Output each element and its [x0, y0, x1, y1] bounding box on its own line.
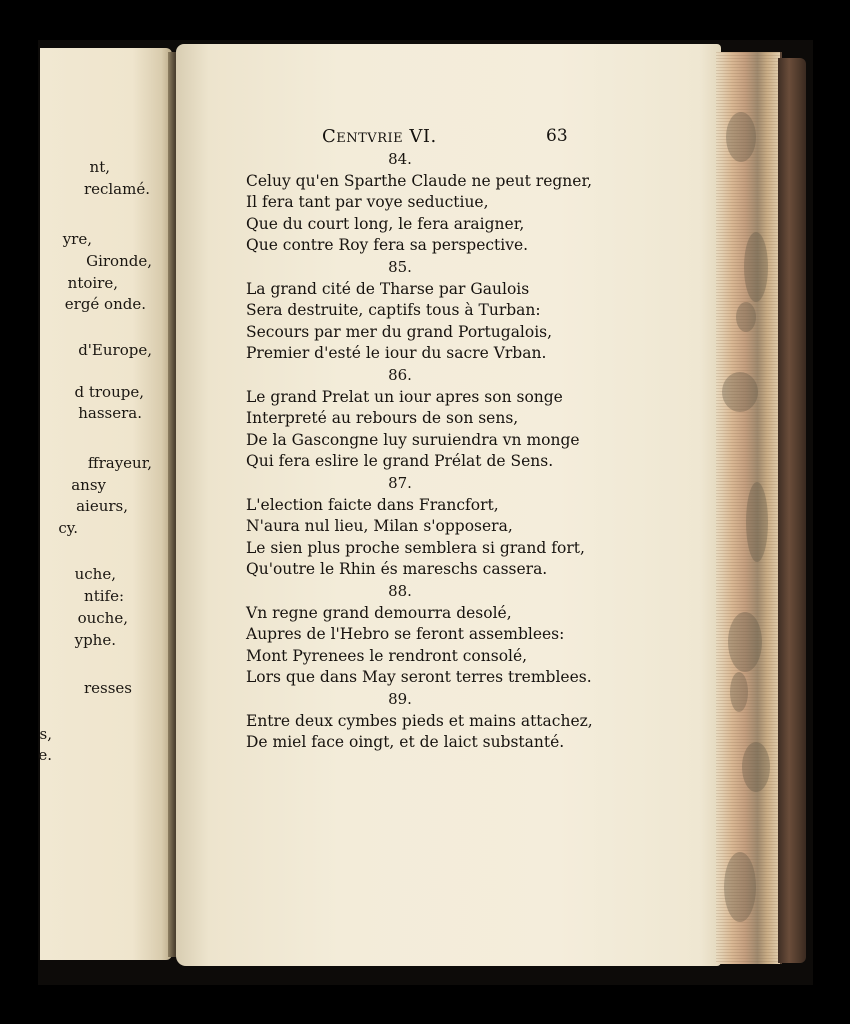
stanza-number: 87. — [388, 474, 412, 492]
verse-line: Lors que dans May seront terres tremblees. — [246, 668, 592, 687]
stanza-number: 84. — [388, 150, 412, 168]
verse-line: Sera destruite, captifs tous à Turban: — [246, 301, 541, 320]
left-page — [40, 48, 172, 960]
left-page-line: reclamé. — [83, 180, 150, 198]
verse-line: Que du court long, le fera araigner, — [246, 214, 525, 233]
left-page-line: ffrayeur, — [87, 454, 152, 472]
stanza-number: 85. — [388, 258, 412, 276]
marbled-fore-edge — [716, 52, 782, 964]
verse-line: Qui fera eslire le grand Prélat de Sens. — [246, 452, 554, 471]
left-page-line: Gironde, — [86, 252, 152, 270]
verse-line: Aupres de l'Hebro se feront assemblees: — [246, 625, 565, 644]
verse-line: Interpreté au rebours de son sens, — [246, 409, 519, 428]
stanza-number: 89. — [388, 690, 412, 708]
verse-line: Le grand Prelat un iour apres son songe — [246, 387, 563, 406]
stanza-number: 86. — [388, 366, 412, 384]
marble-pattern — [736, 302, 756, 332]
stanza-number: 88. — [388, 582, 412, 600]
left-page-line: e. — [38, 746, 52, 764]
marble-pattern — [722, 372, 758, 412]
left-page-line: aieurs, — [76, 497, 128, 515]
left-page-line: ansy — [71, 476, 106, 494]
left-page-text — [40, 48, 172, 960]
left-page-line: nt, — [89, 158, 110, 176]
verse-line: Mont Pyrenees le rendront consolé, — [246, 646, 528, 665]
running-head-title: Centvrie VI. — [322, 126, 437, 147]
marble-pattern — [746, 482, 768, 562]
left-page-line: hassera. — [78, 404, 142, 422]
left-page-line: yphe. — [74, 631, 116, 649]
left-page-line: ergé onde. — [64, 295, 146, 313]
left-page-line: d troupe, — [74, 383, 144, 401]
left-page-line: d'Europe, — [78, 341, 152, 359]
left-page-line: resses — [83, 679, 132, 697]
verse-line: Secours par mer du grand Portugalois, — [246, 322, 553, 341]
verse-line: De miel face oingt, et de laict substanté. — [246, 733, 565, 752]
verse-line: Le sien plus proche semblera si grand fort, — [246, 538, 585, 557]
marble-pattern — [744, 232, 768, 302]
marble-pattern — [728, 612, 762, 672]
verse-line: Celuy qu'en Sparthe Claude ne peut regner, — [246, 171, 593, 190]
left-page-line: s, — [39, 725, 52, 743]
verse-line: Entre deux cymbes pieds et mains attachez, — [246, 711, 593, 730]
marble-pattern — [730, 672, 748, 712]
running-head — [322, 128, 437, 146]
verse-line: De la Gascongne luy suruiendra vn monge — [246, 430, 580, 449]
left-page-line: ouche, — [77, 609, 128, 627]
left-page-line: yre, — [62, 230, 92, 248]
left-page-line: ntife: — [84, 587, 124, 605]
leather-cover-edge — [778, 58, 806, 963]
verse-line: Il fera tant par voye seductiue, — [246, 193, 489, 212]
left-page-line: cy. — [58, 519, 78, 537]
verse-line: N'aura nul lieu, Milan s'opposera, — [246, 517, 513, 536]
left-page-line: uche, — [74, 565, 116, 583]
verse-line: Vn regne grand demourra desolé, — [246, 603, 512, 622]
verse-line: Premier d'esté le iour du sacre Vrban. — [246, 344, 547, 363]
left-page-line: ntoire, — [67, 274, 118, 292]
marble-pattern — [726, 112, 756, 162]
verse-line: La grand cité de Tharse par Gaulois — [246, 279, 530, 298]
verse-line: L'election faicte dans Francfort, — [246, 495, 499, 514]
marble-pattern — [742, 742, 770, 792]
verse-line: Que contre Roy fera sa perspective. — [246, 236, 529, 255]
page-number: 63 — [546, 126, 568, 146]
marble-pattern — [724, 852, 756, 922]
verse-line: Qu'outre le Rhin és mareschs cassera. — [246, 560, 548, 579]
